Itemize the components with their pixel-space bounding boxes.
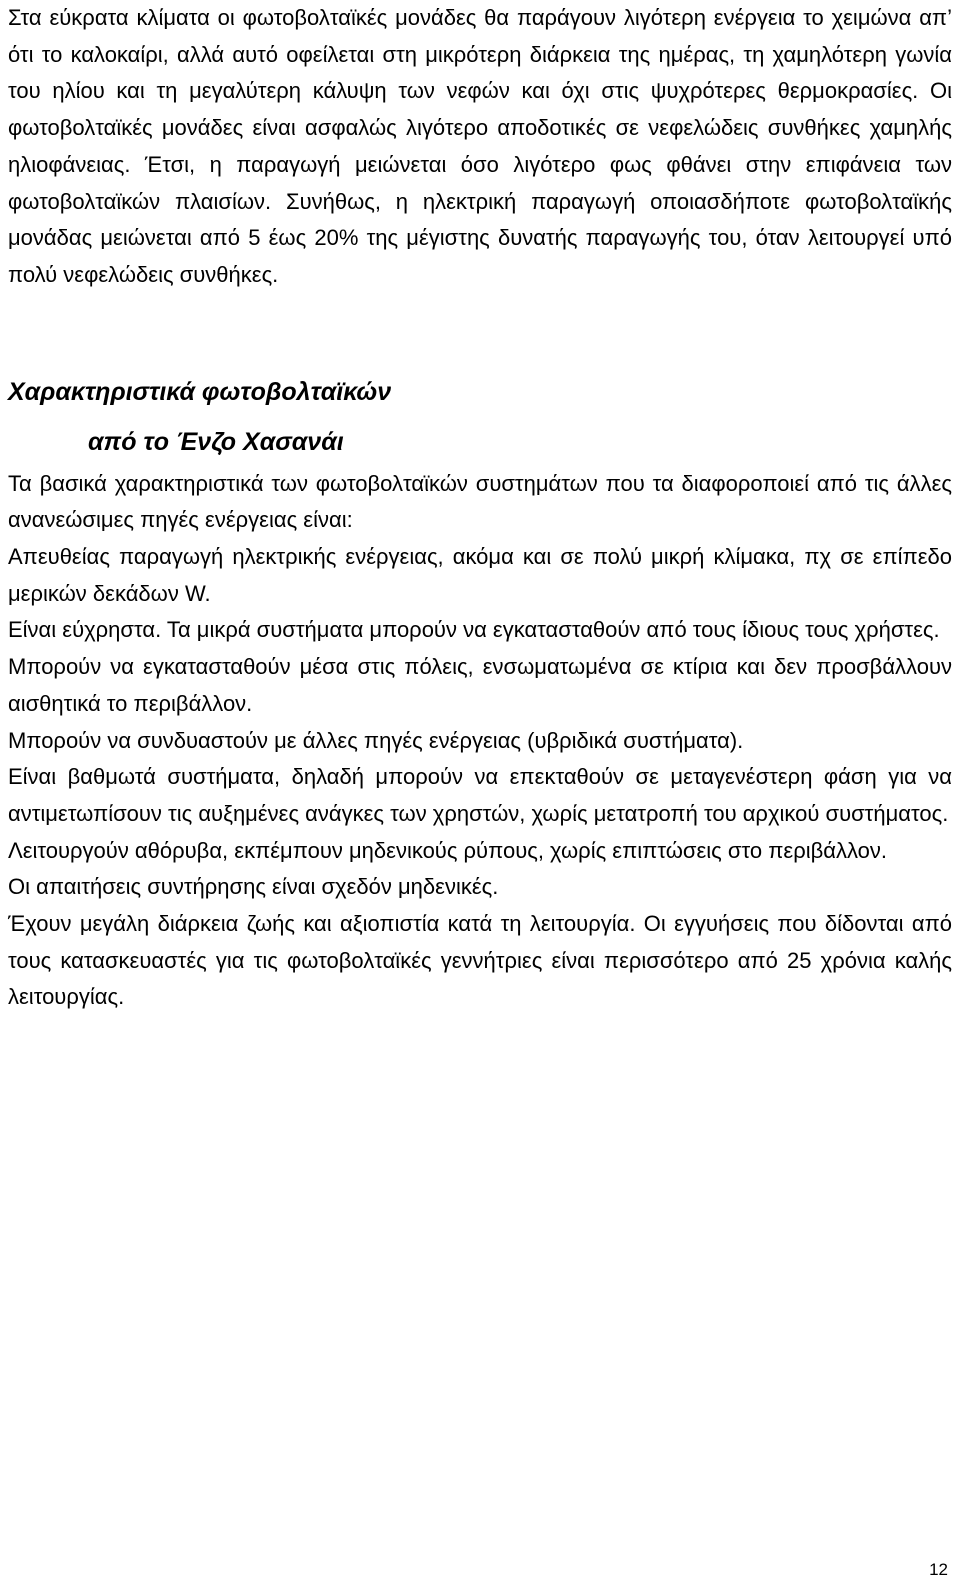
feature-item: Απευθείας παραγωγή ηλεκτρικής ενέργειας, ακόμα και σε πολύ μικρή κλίμακα, πχ σε επίπεδο μερικών δεκάδων W. <box>8 544 952 606</box>
feature-item: Μπορούν να συνδυαστούν με άλλες πηγές ενέργειας (υβριδικά συστήματα). <box>8 727 744 753</box>
features-list <box>8 466 952 1017</box>
feature-item: Μπορούν να εγκατασταθούν μέσα στις πόλεις, ενσωματωμένα σε κτίρια και δεν προσβάλλουν αισθητικά το περιβάλλον. <box>8 654 952 716</box>
intro-paragraph: Στα εύκρατα κλίματα οι φωτοβολταϊκές μονάδες θα παράγουν λιγότερη ενέργεια το χειμώνα απ’ ότι το καλοκαίρι, αλλά αυτό οφείλεται στη μικρότερη διάρκεια της ημέρας, τη χαμηλότερη γωνία του ηλίου και τη μεγαλύτερη κάλυψη των νεφών και όχι στις ψυχρότερες θερμοκρασίες. Οι φωτοβολταϊκές μονάδες είναι ασφαλώς λιγότερο αποδοτικές σε νεφελώδεις συνθήκες χαμηλής ηλιοφάνειας. Έτσι, η παραγωγή μειώνεται όσο λιγότερο φως φθάνει στην επιφάνεια των φωτοβολταϊκών πλαισίων. Συνήθως, η ηλεκτρική παραγωγή οποιασδήποτε φωτοβολταϊκής μονάδας μειώνεται από 5 έως 20% της μέγιστης δυνατής παραγωγής του, όταν λειτουργεί υπό πολύ νεφελώδεις συνθήκες. <box>8 5 952 287</box>
feature-item: Είναι εύχρηστα. Τα μικρά συστήματα μπορούν να εγκατασταθούν από τους ίδιους τους χρήστες. <box>8 617 940 643</box>
section-heading: Χαρακτηριστικά φωτοβολταϊκών <box>8 377 392 406</box>
feature-item: Λειτουργούν αθόρυβα, εκπέμπουν μηδενικούς ρύπους, χωρίς επιπτώσεις στο περιβάλλον. <box>8 837 887 863</box>
feature-item: Οι απαιτήσεις συντήρησης είναι σχεδόν μηδενικές. <box>8 874 499 900</box>
feature-item: Είναι βαθμωτά συστήματα, δηλαδή μπορούν να επεκταθούν σε μεταγενέστερη φάση για να αντιμετωπίσουν τις αυξημένες ανάγκες των χρηστών, χωρίς μετατροπή του αρχικού συστήματος. <box>8 764 952 826</box>
section-intro-paragraph: Τα βασικά χαρακτηριστικά των φωτοβολταϊκών συστημάτων που τα διαφοροποιεί από τις άλλες ανανεώσιμες πηγές ενέργειας είναι: <box>8 470 952 533</box>
document-page <box>8 0 952 1016</box>
section-byline: από το Ένζο Χασανάι <box>88 427 344 456</box>
page-number: 12 <box>929 1560 948 1579</box>
feature-item: Έχουν μεγάλη διάρκεια ζωής και αξιοπιστία κατά τη λειτουργία. Οι εγγυήσεις που δίδονται από τους κατασκευαστές για τις φωτοβολταϊκές γεννήτριες είναι περισσότερο από 25 χρόνια καλής λειτουργίας. <box>8 911 952 1010</box>
